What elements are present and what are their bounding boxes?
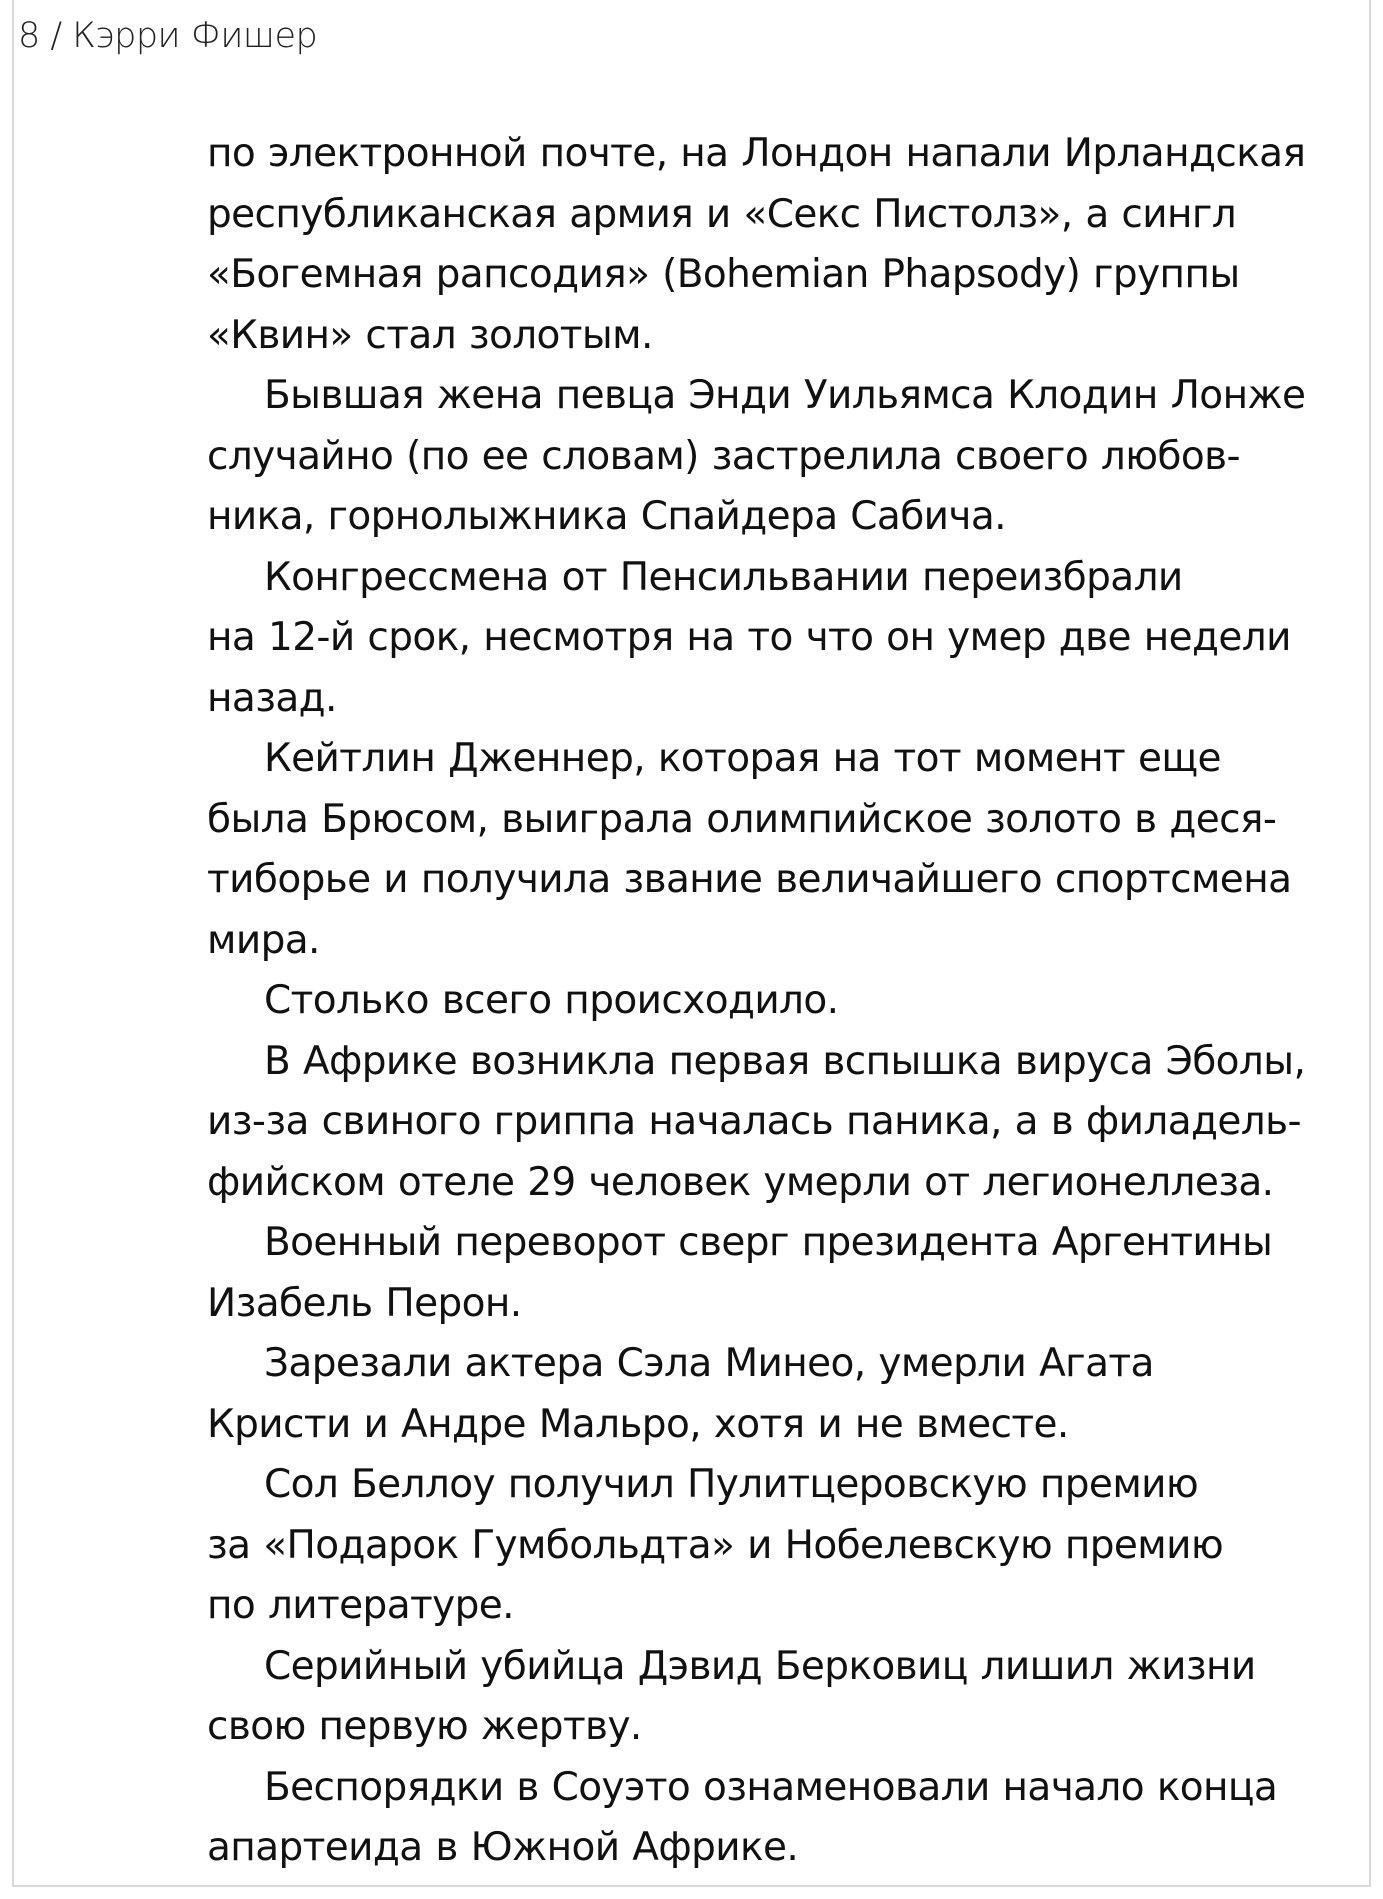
text-line: В Африке возникла первая вспышка вируса Эболы,: [264, 1038, 1306, 1084]
text-line: по электронной почте, на Лондон напали Ирландская: [207, 131, 1306, 176]
text-line: по литературе.: [207, 1583, 514, 1628]
text-line: свою первую жертву.: [207, 1704, 642, 1749]
text-line: Сол Беллоу получил Пулитцеровскую премию: [264, 1462, 1199, 1507]
text-line: Серийный убийца Дэвид Берковиц лишил жизни: [264, 1643, 1256, 1689]
text-line: была Брюсом, выиграла олимпийское золото в деся-: [207, 796, 1277, 842]
text-line: апартеида в Южной Африке.: [207, 1825, 799, 1870]
text-line: Кристи и Андре Мальро, хотя и не вместе.: [207, 1401, 1069, 1447]
text-line: на 12-й срок, несмотря на то что он умер две недели: [207, 615, 1291, 660]
text-line: за «Подарок Гумбольдта» и Нобелевскую премию: [207, 1522, 1224, 1568]
text-line: фийском отеле 29 человек умерли от легионеллеза.: [207, 1159, 1274, 1205]
text-line: тиборье и получила звание величайшего спортсмена: [207, 857, 1292, 902]
text-line: «Квин» стал золотым.: [207, 312, 653, 358]
text-line: Бывшая жена певца Энди Уильямса Клодин Лонже: [264, 373, 1306, 418]
text-line: «Богемная рапсодия» (Bohemian Phapsody) группы: [207, 252, 1240, 297]
text-line: Зарезали актера Сэла Минео, умерли Агата: [264, 1341, 1154, 1386]
text-line: Военный переворот сверг президента Аргентины: [264, 1220, 1273, 1265]
text-line: ника, горнолыжника Спайдера Сабича.: [207, 494, 1006, 539]
text-line: Конгрессмена от Пенсильвании переизбрали: [264, 554, 1183, 600]
text-line: мира.: [207, 917, 320, 963]
text-line: Столько всего происходило.: [264, 978, 839, 1023]
text-line: случайно (по ее словам) застрелила своего любов-: [207, 433, 1240, 479]
text-line: республиканская армия и «Секс Пистолз», а сингл: [207, 191, 1237, 237]
running-head: 8 / Кэрри Фишер: [18, 16, 318, 56]
text-line: Беспорядки в Соуэто ознаменовали начало конца: [264, 1764, 1278, 1810]
text-line: Изабель Перон.: [207, 1280, 522, 1326]
text-line: назад.: [207, 675, 337, 721]
body-text: [207, 124, 1337, 1879]
text-line: из-за свиного гриппа началась паника, а в филадель-: [207, 1099, 1301, 1144]
text-line: Кейтлин Дженнер, которая на тот момент еще: [264, 736, 1221, 781]
